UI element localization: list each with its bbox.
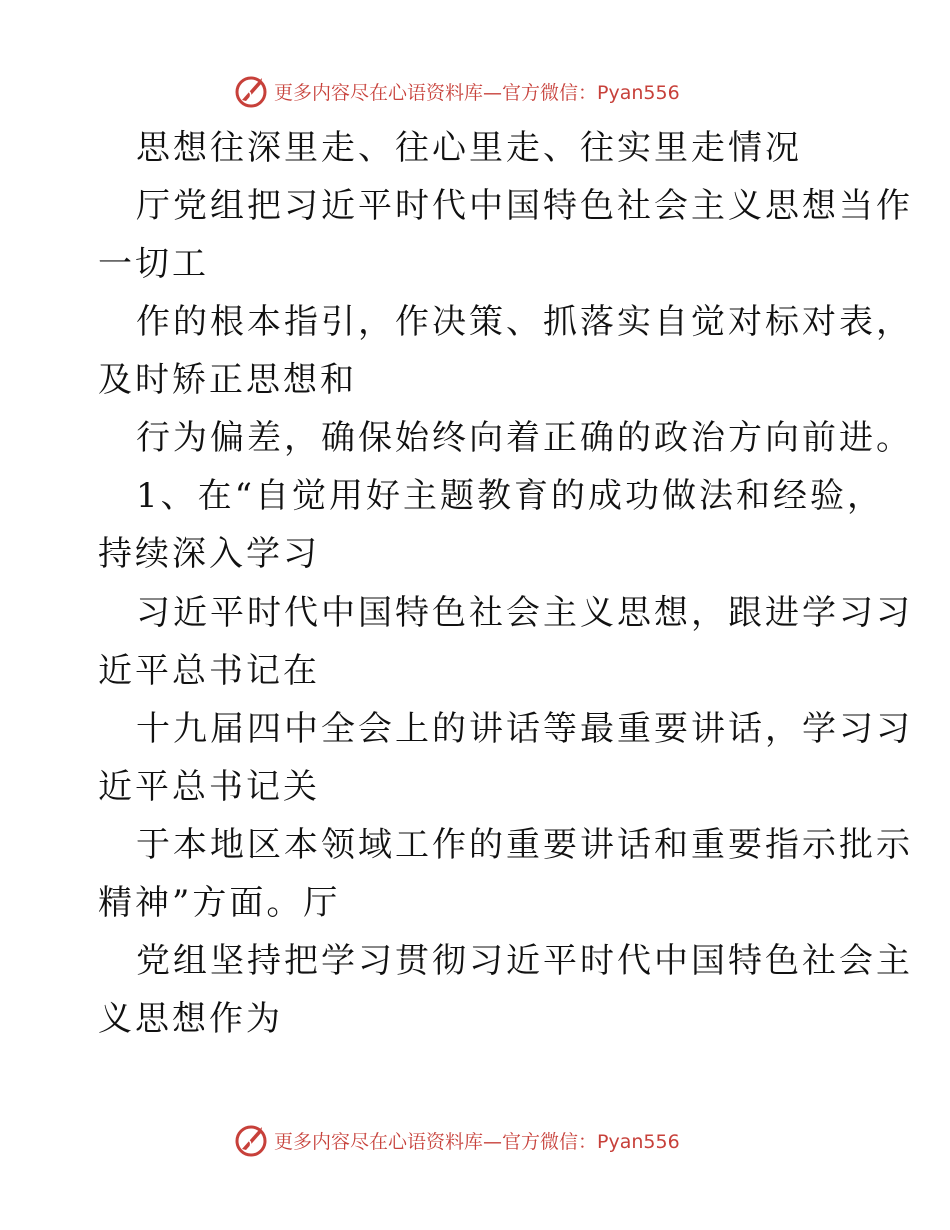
text-line: 思想往深里走、往心里走、往实里走情况	[136, 128, 802, 168]
text-line: 习近平时代中国特色社会主义思想，跟进学习习	[136, 593, 913, 633]
quill-logo-icon	[234, 1122, 270, 1158]
text-line: 厅党组把习近平时代中国特色社会主义思想当作	[136, 186, 913, 226]
watermark-text	[274, 1127, 680, 1154]
wechat-id: Pyan556	[597, 81, 680, 104]
text-line: 党组坚持把学习贯彻习近平时代中国特色社会主	[136, 941, 913, 981]
watermark-slogan: 更多内容尽在心语资料库—	[274, 1130, 503, 1153]
header-watermark	[234, 71, 714, 111]
text-line: 精神”方面。厅	[98, 883, 341, 923]
wechat-label: 官方微信：	[502, 81, 598, 104]
watermark-slogan: 更多内容尽在心语资料库—	[274, 81, 503, 104]
text-line: 持续深入学习	[98, 534, 320, 574]
text-line: 义思想作为	[98, 999, 283, 1039]
text-line: 十九届四中全会上的讲话等最重要讲话，学习习	[136, 709, 913, 749]
footer-watermark	[234, 1120, 714, 1160]
text-line: 及时矫正思想和	[98, 360, 357, 400]
text-line: 1、在“自觉用好主题教育的成功做法和经验，	[136, 476, 885, 516]
text-line: 于本地区本领域工作的重要讲话和重要指示批示	[136, 825, 913, 865]
wechat-label: 官方微信：	[502, 1130, 598, 1153]
watermark-text	[274, 78, 680, 105]
text-line: 作的根本指引，作决策、抓落实自觉对标对表，	[136, 302, 913, 342]
wechat-id: Pyan556	[597, 1130, 680, 1153]
text-line: 近平总书记在	[98, 651, 320, 691]
text-line: 行为偏差，确保始终向着正确的政治方向前进。	[136, 418, 913, 458]
text-line: 一切工	[98, 244, 209, 284]
text-line: 近平总书记关	[98, 767, 320, 807]
quill-logo-icon	[234, 73, 270, 109]
